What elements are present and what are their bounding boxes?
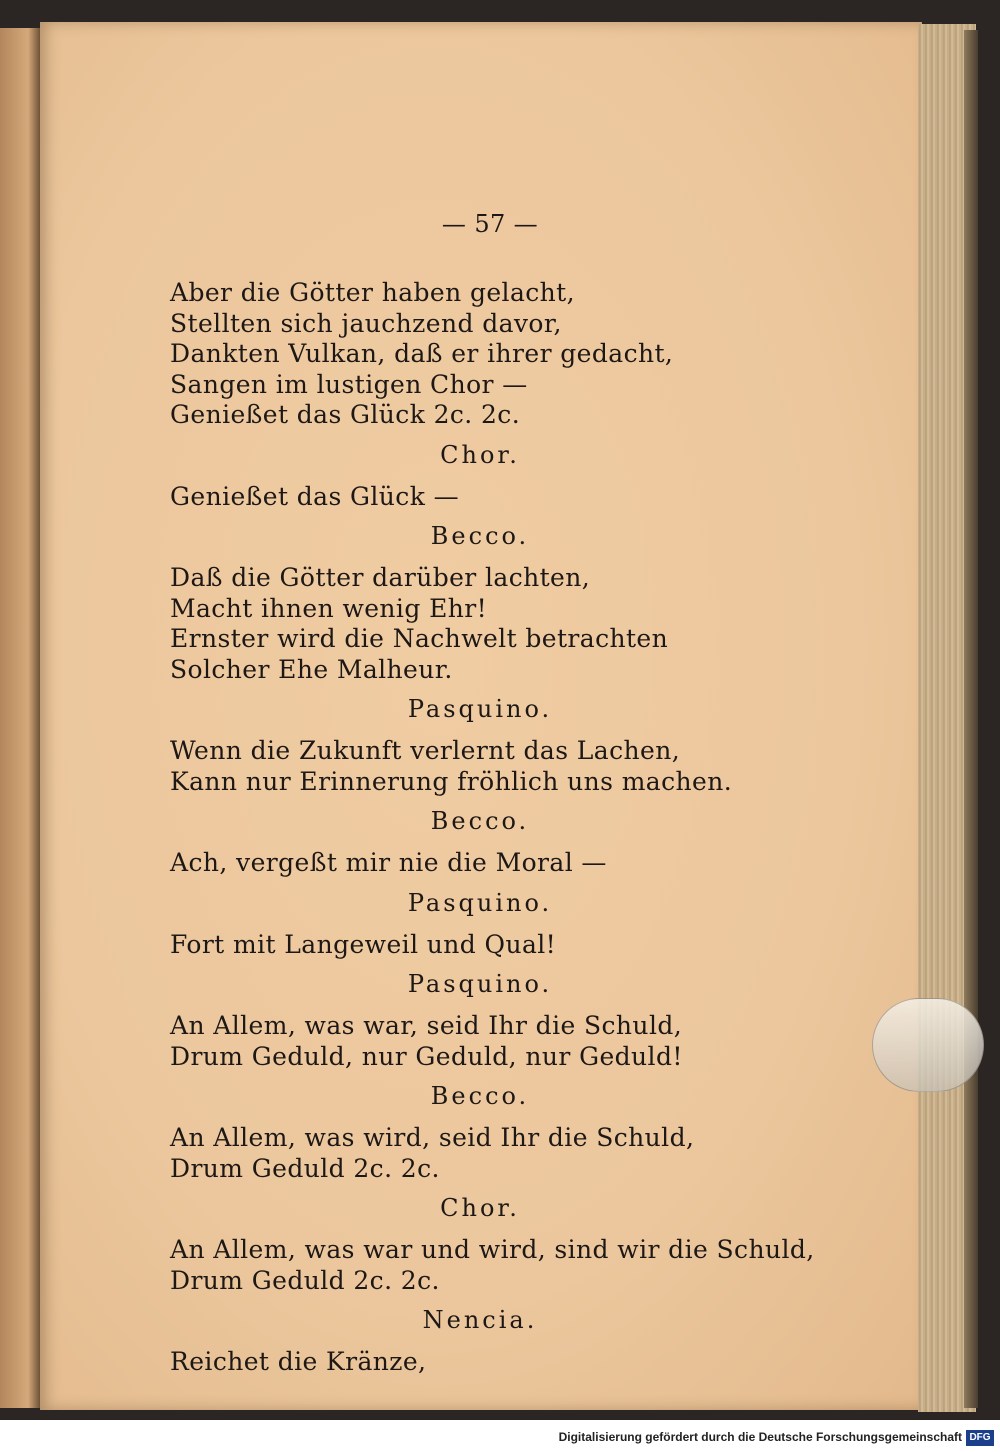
book-page (40, 22, 922, 1410)
speaker-name: Nencia. (422, 1306, 538, 1334)
verse-line: Drum Geduld 2c. 2c. (170, 1153, 440, 1183)
speaker-name: Chor. (440, 440, 520, 469)
dfg-logo: DFG (966, 1430, 994, 1446)
speaker-name: Pasquino. (407, 970, 553, 998)
verse-line: Genießet das Glück 2c. 2c. (170, 400, 521, 429)
verse-line: An Allem, was wird, seid Ihr die Schuld, (170, 1123, 695, 1152)
verse-line: Drum Geduld, nur Geduld, nur Geduld! (170, 1041, 683, 1071)
verse-line: Wenn die Zukunft verlernt das Lachen, (170, 736, 681, 765)
speaker-name: Chor. (440, 1194, 520, 1222)
facing-page-edge (0, 28, 40, 1408)
verse-line: Genießet das Glück — (170, 481, 459, 511)
play-text (170, 278, 890, 1378)
verse-line: Dankten Vulkan, daß er ihrer gedacht, (170, 339, 674, 368)
footer-bar (0, 1420, 1000, 1452)
page-number: — 57 — (441, 210, 539, 238)
verse-line: Drum Geduld 2c. 2c. (170, 1265, 440, 1295)
speaker-name: Pasquino. (407, 695, 553, 723)
verse-line: Sangen im lustigen Chor — (170, 369, 528, 399)
page-clip (872, 998, 984, 1092)
verse-line: An Allem, was war und wird, sind wir die Schuld, (170, 1235, 815, 1264)
verse-line: Reichet die Kränze, (170, 1347, 427, 1376)
verse-line: Solcher Ehe Malheur. (170, 654, 453, 684)
verse-line: Stellten sich jauchzend davor, (170, 308, 562, 338)
verse-line: Daß die Götter darüber lachten, (170, 563, 591, 592)
funding-credit: Digitalisierung gefördert durch die Deutsche Forschungsgemeinschaft (558, 1430, 962, 1444)
speaker-name: Becco. (430, 807, 530, 835)
page-text (170, 202, 890, 1378)
verse-line: Macht ihnen wenig Ehr! (170, 593, 488, 623)
verse-line: An Allem, was war, seid Ihr die Schuld, (170, 1011, 683, 1040)
speaker-name: Becco. (430, 522, 530, 550)
verse-line: Aber die Götter haben gelacht, (170, 278, 575, 307)
verse-line: Ach, vergeßt mir nie die Moral — (170, 848, 607, 877)
verse-line: Ernster wird die Nachwelt betrachten (170, 624, 669, 653)
verse-line: Fort mit Langeweil und Qual! (170, 929, 557, 959)
book-cover-edge (964, 30, 978, 1408)
speaker-name: Becco. (430, 1082, 530, 1110)
speaker-name: Pasquino. (407, 888, 553, 917)
verse-line: Kann nur Erinnerung fröhlich uns machen. (170, 766, 733, 796)
